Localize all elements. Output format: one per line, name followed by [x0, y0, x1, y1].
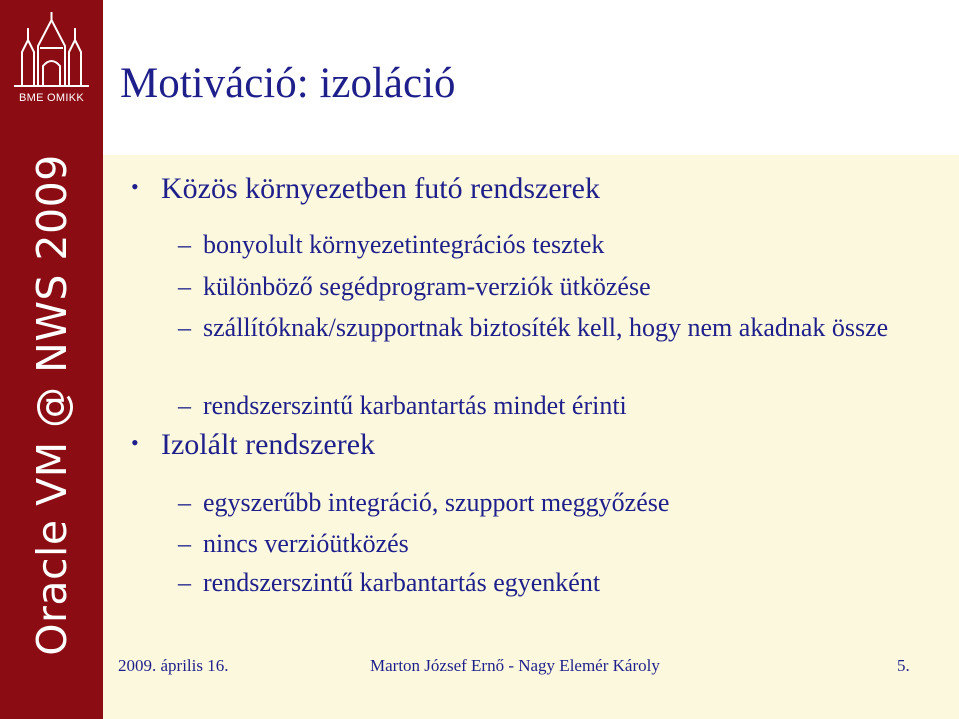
bullet-icon: •	[131, 174, 139, 199]
bullet-icon: •	[131, 430, 139, 455]
dash-icon: –	[178, 529, 191, 558]
dash-icon: –	[178, 391, 191, 420]
sub-item-text: egyszerűbb integráció, szupport meggyőzése	[203, 488, 670, 517]
bullet-text: Izolált rendszerek	[161, 428, 376, 461]
conference-title: Oracle VM @ NWS 2009	[28, 154, 76, 656]
sidebar	[0, 0, 103, 719]
bullet-text: Közös környezetben futó rendszerek	[161, 172, 600, 205]
slide-title: Motiváció: izoláció	[120, 60, 456, 107]
footer-author: Marton József Ernő - Nagy Elemér Károly	[370, 656, 660, 675]
sub-item-text: szállítóknak/szupportnak biztosíték kell, hogy nem akadnak össze	[203, 313, 889, 342]
sub-item-text: bonyolult környezetintegrációs tesztek	[203, 230, 605, 259]
sub-item-text: nincs verzióütközés	[203, 529, 409, 558]
footer-date: 2009. április 16.	[118, 656, 229, 675]
sub-item-text: rendszerszintű karbantartás mindet érinti	[203, 391, 627, 420]
sub-item-text: rendszerszintű karbantartás egyenként	[203, 568, 601, 597]
footer-page-number: 5.	[897, 656, 910, 675]
logo	[0, 0, 103, 120]
dash-icon: –	[178, 568, 191, 597]
dash-icon: –	[178, 272, 191, 301]
logo-text: BME OMIKK	[18, 92, 85, 104]
dash-icon: –	[178, 313, 191, 342]
sub-item-text: különböző segédprogram-verziók ütközése	[203, 272, 651, 301]
bme-building-icon	[14, 12, 89, 90]
dash-icon: –	[178, 230, 191, 259]
dash-icon: –	[178, 488, 191, 517]
